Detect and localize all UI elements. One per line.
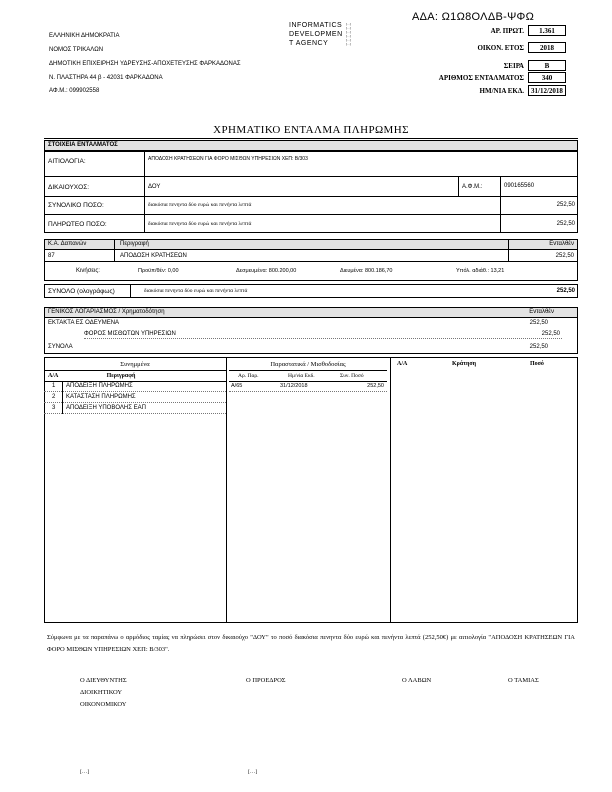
supporting-col-date: Ημ/νία Εκδ.: [288, 373, 315, 379]
ledger-row-2-label: ΦΟΡΟΣ ΜΙΣΘΩΤΩΝ ΥΠΗΡΕΣΙΩΝ: [84, 331, 176, 337]
signature-recipient: Ο ΛΑΒΩΝ: [402, 677, 432, 684]
agency-mark-line-1: INFORMATICS: [289, 22, 343, 29]
supporting-title-rule: [229, 370, 387, 371]
expense-row-desc: ΑΠΟΔΟΣΗ ΚΡΑΤΗΣΕΩΝ: [120, 253, 187, 259]
supporting-row-1-date: 31/12/2018: [280, 383, 308, 389]
agency-small-5: […]: [346, 38, 351, 42]
expense-col-amount: Ενταλθέν: [549, 241, 574, 247]
movements-disbursed: Διευμένα: 800.186,70: [340, 268, 393, 274]
signature-name-1: […]: [80, 769, 90, 775]
total-label: ΣΥΝΟΛΙΚΟ ΠΟΣΟ:: [48, 202, 104, 209]
agency-small-2: […]: [346, 26, 351, 30]
reason-label: ΑΙΤΙΟΛΟΓΙΑ:: [48, 158, 86, 165]
supporting-row-1-no: Α/65: [231, 383, 243, 389]
certification-text: Σύμφωνα με τα παραπάνω ο αρμόδιος ταμίας να πληρώσει στον δικαιούχο "ΔΟΥ" το ποσό διακόσια πενηντα δύο ευρώ και πενήντα λεπτά (252,50€) με αιτιολογία "ΑΠΟΔΟΣΗ ΚΡΑΤΗΣΕΩΝ ΓΙΑ ΦΟΡΟ ΜΙΣΘΩΝ ΥΠΗΡΕΣΙΩΝ ΧΕΠ: Β/303".: [47, 634, 575, 653]
payable-label: ΠΛΗΡΩΤΕΟ ΠΟΣΟ:: [48, 221, 107, 228]
expense-row-divider: [44, 261, 578, 262]
attached-row-3-no: 3: [52, 405, 56, 411]
meta-value-issue-date: 31/12/2018: [531, 87, 563, 95]
panel-divider-1: [226, 357, 227, 623]
expense-sum-label: ΣΥΝΟΛΟ (ολογράφως): [48, 288, 115, 295]
details-col-divider: [144, 151, 145, 233]
withholdings-col-no: Α/Α: [397, 361, 408, 367]
beneficiary-label: ΔΙΚΑΙΟΥΧΟΣ:: [48, 184, 90, 191]
signature-director-line-2: ΔΙΟΙΚΗΤΙΚΟΥ: [80, 689, 123, 696]
supporting-col-no: Αρ. Παρ.: [238, 373, 259, 379]
supporting-row-1-rule: [229, 391, 387, 392]
afm-divider-2: [500, 176, 501, 196]
ledger-row-2-value: 252,50: [541, 331, 560, 337]
total-words: διακόσια πενηντα δύο ευρώ και πενήντα λεπτά: [148, 202, 252, 208]
ledger-sum-value: 252,50: [529, 344, 548, 350]
supporting-col-amount: Συν. Ποσό: [340, 373, 364, 379]
withholdings-col-amount: Ποσό: [530, 361, 544, 367]
details-row-divider-3: [44, 214, 578, 215]
amount-divider-1: [500, 196, 501, 233]
expense-col-desc: Περιγραφή: [120, 241, 149, 247]
attached-col-desc: Περιγραφή: [106, 373, 136, 379]
signature-director-line-1: Ο ΔΙΕΥΘΥΝΤΗΣ: [80, 677, 127, 684]
ledger-col-account: ΓΕΝΙΚΟΣ ΛΟΓΑΡΙΑΣΜΟΣ / Χρηματοδότηση: [48, 309, 165, 315]
expense-sum-divider: [130, 284, 131, 298]
issuer-line-2: ΝΟΜΟΣ ΤΡΙΚΑΛΩΝ: [49, 47, 104, 53]
attached-row-3-rule: [44, 413, 226, 414]
supporting-row-1-amount: 252,50: [367, 383, 384, 389]
movements-remaining: Υπόλ. αδιάθ.: 13,21: [456, 268, 505, 274]
details-section-header: [44, 140, 578, 151]
details-row-divider-1: [44, 176, 578, 177]
agency-logo: [289, 22, 409, 50]
meta-label-protocol: ΑΡ. ΠΡΩΤ.: [490, 27, 524, 35]
document-title: ΧΡΗΜΑΤΙΚΟ ΕΝΤΑΛΜΑ ΠΛΗΡΩΜΗΣ: [213, 124, 409, 136]
ledger-row-1-label: ΕΚΤΑΚΤΑ ΕΣ ΟΔΕΥΜΕΝΑ: [48, 320, 120, 326]
meta-label-warrant-no: ΑΡΙΘΜΟΣ ΕΝΤΑΛΜΑΤΟΣ: [438, 74, 524, 82]
panel-divider-2: [390, 357, 391, 623]
meta-label-series: ΣΕΙΡΑ: [503, 62, 524, 70]
meta-value-year: 2018: [540, 44, 554, 52]
attached-row-1-desc: ΑΠΟΔΕΙΞΗ ΠΛΗΡΩΜΗΣ: [66, 383, 133, 389]
attached-title: Συνημμένα: [120, 361, 150, 368]
expense-col-code: Κ.Α. Δαπανών: [48, 241, 87, 247]
ledger-col-amount: Ενταλθέν: [529, 309, 554, 315]
ledger-sum-label: ΣΥΝΟΛΑ: [48, 344, 73, 350]
total-value: 252,50: [556, 202, 575, 208]
agency-small-1: […]: [346, 22, 351, 26]
afm-divider-1: [458, 176, 459, 196]
details-section-title: ΣΤΟΙΧΕΙΑ ΕΝΤΑΛΜΑΤΟΣ: [48, 142, 118, 148]
supporting-title: Παραστατικά / Μισθοδοσίας: [270, 361, 346, 368]
attached-row-2-desc: ΚΑΤΑΣΤΑΣΗ ΠΛΗΡΩΜΗΣ: [66, 394, 136, 400]
agency-mark-line-3: T AGENCY: [289, 40, 329, 47]
signature-name-2: […]: [248, 769, 258, 775]
meta-label-year: ΟΙΚΟΝ. ΕΤΟΣ: [477, 44, 524, 52]
issuer-line-3: ΔΗΜΟΤΙΚΗ ΕΠΙΧΕΙΡΗΣΗ ΥΔΡΕΥΣΗΣ-ΑΠΟΧΕΤΕΥΣΗΣ ΦΑΡΚΑΔΟΝΑΣ: [49, 61, 241, 67]
reason-value: ΑΠΟΔΟΣΗ ΚΡΑΤΗΣΕΩΝ ΓΙΑ ΦΟΡΟ ΜΙΣΘΩΝ ΥΠΗΡΕΣΙΩΝ ΧΕΠ: Β/303: [148, 156, 308, 162]
attached-header-rule: [44, 381, 226, 382]
withholdings-col-desc: Κράτηση: [452, 361, 477, 367]
movements-label: Κινήσεις:: [76, 268, 100, 274]
meta-value-series: Β: [544, 62, 550, 70]
signature-cashier: Ο ΤΑΜΙΑΣ: [508, 677, 539, 684]
agency-mark-line-2: DEVELOPMEN: [289, 31, 343, 38]
meta-value-warrant-no: 340: [541, 74, 553, 82]
title-underline: [44, 138, 578, 139]
expense-col-divider-1: [114, 239, 115, 261]
ada-number: ΑΔΑ: Ω1Ω8ΟΛΔΒ-ΨΦΩ: [412, 11, 535, 23]
agency-small-6: […]: [346, 42, 351, 46]
issuer-line-4: Ν. ΠΛΑΣΤΗΡΑ 44 β - 42031 ΦΑΡΚΑΔΟΝΑ: [49, 75, 163, 81]
meta-label-issue-date: ΗΜ/ΝΙΑ ΕΚΔ.: [479, 87, 524, 95]
expense-row-amount: 252,50: [555, 253, 574, 259]
supporting-header-rule: [229, 381, 387, 382]
attached-title-rule: [44, 370, 226, 371]
attached-col-no: Α/Α: [48, 373, 59, 379]
expense-sum-value: 252,50: [556, 288, 575, 294]
ledger-row-2-leader: [84, 338, 562, 339]
agency-small-3: […]: [346, 30, 351, 34]
attached-row-3-desc: ΑΠΟΔΕΙΞΗ ΥΠΟΒΟΛΗΣ ΕΑΠ: [66, 405, 146, 411]
attached-row-2-rule: [44, 402, 226, 403]
details-row-divider-2: [44, 196, 578, 197]
beneficiary-value: ΔΟΥ: [148, 184, 161, 190]
afm-value: 090165560: [504, 183, 535, 189]
meta-value-protocol: 1.361: [539, 27, 555, 35]
attached-row-1-no: 1: [52, 383, 56, 389]
movements-budgeted: Προϋπ/θέν: 0,00: [138, 268, 179, 274]
expense-sum-words: διακόσια πενηντα δύο ευρώ και πενήντα λεπτά: [144, 288, 248, 294]
ledger-row-1-value: 252,50: [529, 320, 548, 326]
issuer-line-1: ΕΛΛΗΝΙΚΗ ΔΗΜΟΚΡΑΤΙΑ: [49, 33, 120, 39]
expense-col-divider-2: [508, 239, 509, 261]
issuer-line-5: ΑΦ.Μ.: 099902558: [49, 88, 100, 94]
expense-row-code: 87: [48, 253, 55, 259]
attached-col-divider: [62, 381, 63, 414]
signature-director-line-3: ΟΙΚΟΝΟΜΙΚΟΥ: [80, 701, 127, 708]
agency-small-4: […]: [346, 34, 351, 38]
payable-words: διακόσια πενηντα δύο ευρώ και πενήντα λεπτά: [148, 221, 252, 227]
payable-value: 252,50: [556, 221, 575, 227]
details-box: [44, 151, 578, 233]
attached-row-2-no: 2: [52, 394, 56, 400]
expense-sum-box: [44, 284, 578, 298]
signature-president: Ο ΠΡΟΕΔΡΟΣ: [246, 677, 286, 684]
movements-committed: Δεσμευμένα: 800.200,00: [236, 268, 297, 274]
attached-row-1-rule: [44, 391, 226, 392]
afm-label: Α.Φ.Μ.:: [462, 184, 483, 190]
